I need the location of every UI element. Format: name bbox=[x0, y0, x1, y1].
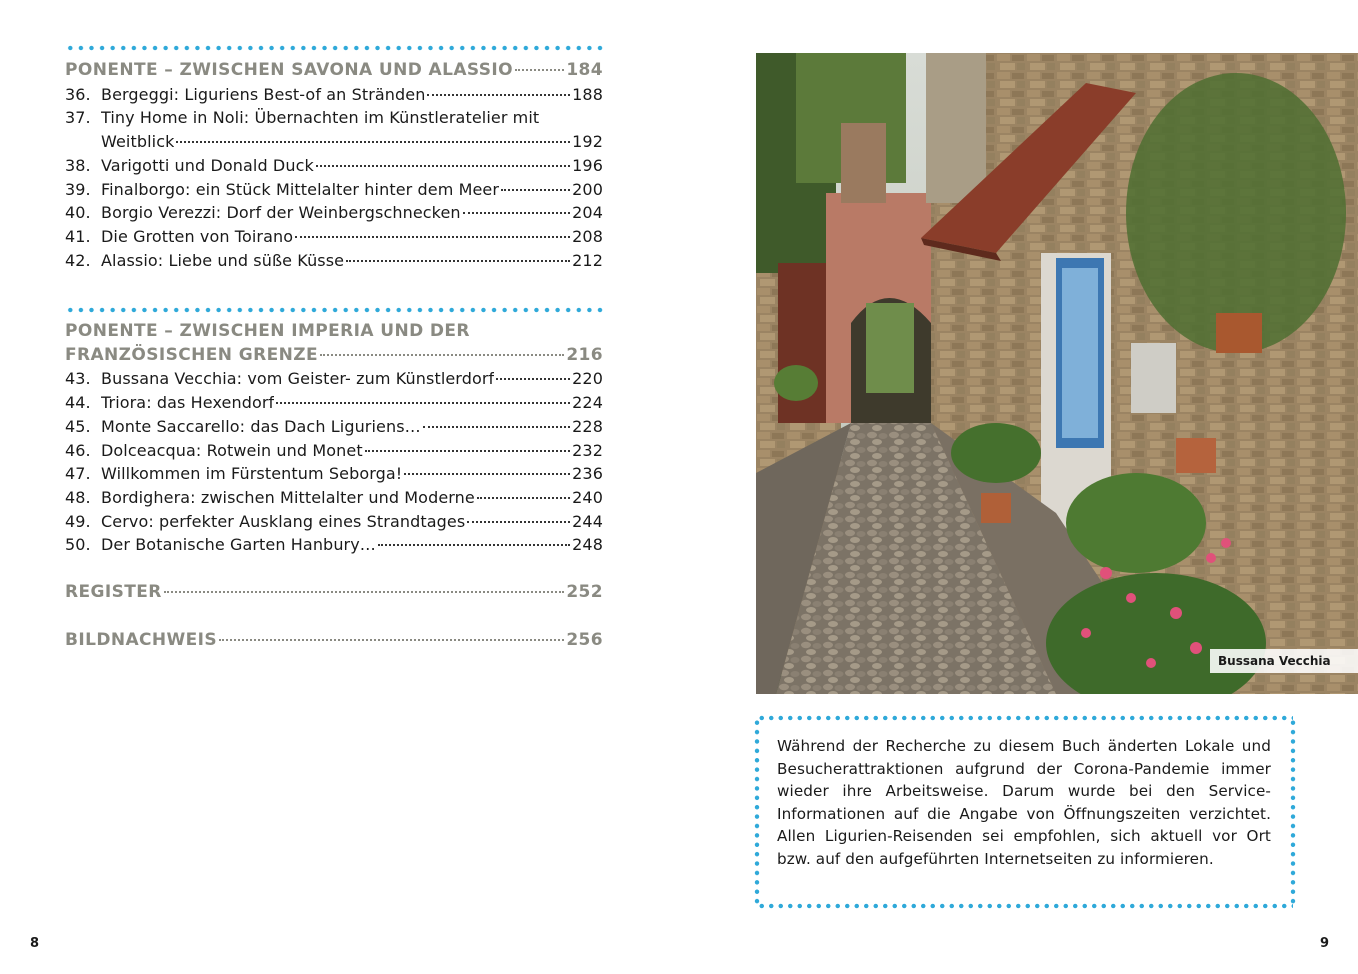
section-divider-1 bbox=[65, 45, 605, 51]
leader-dots bbox=[219, 639, 564, 641]
village-alley-photo bbox=[756, 53, 1358, 694]
toc-entry-page: 232 bbox=[572, 440, 603, 460]
leader-dots bbox=[346, 260, 570, 262]
toc-section-savona-alassio bbox=[65, 59, 603, 272]
toc-entry-page: 224 bbox=[572, 393, 603, 413]
page-number-left: 8 bbox=[30, 936, 40, 951]
leader-dots bbox=[176, 141, 570, 143]
toc-entry-title-cont: Weitblick bbox=[101, 132, 175, 152]
toc-entry-title: Bussana Vecchia: vom Geister- zum Künstlerdorf bbox=[101, 369, 495, 389]
leader-dots bbox=[463, 212, 571, 214]
toc-entry-number: 50. bbox=[65, 535, 91, 555]
toc-entry-number: 45. bbox=[65, 416, 91, 436]
toc-section-heading-line1[interactable]: PONENTE – ZWISCHEN IMPERIA UND DER bbox=[65, 321, 470, 341]
box-border-left bbox=[754, 718, 760, 906]
toc-entry-number: 36. bbox=[65, 84, 91, 104]
toc-entry[interactable] bbox=[65, 439, 603, 463]
toc-entry-title: Borgio Verezzi: Dorf der Weinbergschnecken bbox=[101, 203, 461, 223]
toc-section-imperia-grenze bbox=[65, 320, 603, 557]
toc-entry-line1[interactable] bbox=[65, 106, 603, 130]
leader-dots bbox=[423, 426, 570, 428]
toc-entry-number: 47. bbox=[65, 464, 91, 484]
page-number-right: 9 bbox=[1320, 936, 1330, 951]
toc-entry-number: 43. bbox=[65, 369, 91, 389]
toc-entry-title: Finalborgo: ein Stück Mittelalter hinter dem Meer bbox=[101, 179, 500, 199]
toc-entry[interactable] bbox=[65, 83, 603, 107]
photo-caption: Bussana Vecchia bbox=[1210, 649, 1358, 673]
toc-entry[interactable] bbox=[65, 178, 603, 202]
box-border-top bbox=[757, 715, 1293, 721]
toc-entry[interactable] bbox=[65, 533, 603, 557]
leader-dots bbox=[276, 402, 570, 404]
toc-entry-page: 236 bbox=[572, 464, 603, 484]
toc-entry[interactable] bbox=[65, 154, 603, 178]
toc-entry-number: 44. bbox=[65, 393, 91, 413]
toc-entry[interactable] bbox=[65, 391, 603, 415]
toc-entry-page: 188 bbox=[572, 84, 603, 104]
toc-entry-page: 228 bbox=[572, 416, 603, 436]
toc-bildnachweis bbox=[65, 629, 603, 653]
toc-entry-title: Bergeggi: Liguriens Best-of an Stränden bbox=[101, 84, 426, 104]
toc-entry-page: 240 bbox=[572, 487, 603, 507]
toc-register-entry[interactable]: REGISTER 252 bbox=[65, 582, 603, 602]
toc-entry-title: Monte Saccarello: das Dach Liguriens… bbox=[101, 416, 421, 436]
toc-entry[interactable] bbox=[65, 486, 603, 510]
toc-entry-page: 248 bbox=[572, 535, 603, 555]
toc-entry-page: 204 bbox=[572, 203, 603, 223]
toc-bildnachweis-entry[interactable]: BILDNACHWEIS 256 bbox=[65, 630, 603, 650]
toc-entry-page: 200 bbox=[572, 179, 603, 199]
toc-entry-title: Alassio: Liebe und süße Küsse bbox=[101, 250, 345, 270]
toc-entry-number: 38. bbox=[65, 155, 91, 175]
leader-dots bbox=[515, 69, 564, 71]
leader-dots bbox=[477, 497, 570, 499]
leader-dots bbox=[316, 165, 570, 167]
corona-note-box bbox=[757, 718, 1293, 906]
corona-note-text: Während der Recherche zu diesem Buch änderten Lokale und Besucherattraktionen aufgrund der Corona-Pandemie immer wieder ihre Arbeitsweise. Darum wurde bei den Service-Informationen auf die Angabe von Öffnungszeiten verzichtet. Allen Ligurien-Reisenden sei empfohlen, sich aktuell vor Ort bzw. auf den aufgeführten Internetseiten zu informieren. bbox=[777, 737, 1271, 868]
toc-entry-page: 208 bbox=[572, 226, 603, 246]
toc-entry-number: 39. bbox=[65, 179, 91, 199]
leader-dots bbox=[164, 591, 565, 593]
toc-entry-page: 220 bbox=[572, 369, 603, 389]
leader-dots bbox=[404, 473, 570, 475]
toc-entry-number: 46. bbox=[65, 440, 91, 460]
toc-entry-title: Triora: das Hexendorf bbox=[101, 393, 275, 413]
toc-entry[interactable] bbox=[65, 510, 603, 534]
toc-entry-number: 41. bbox=[65, 226, 91, 246]
leader-dots bbox=[427, 94, 570, 96]
section-divider-2 bbox=[65, 307, 605, 313]
toc-entry[interactable] bbox=[65, 415, 603, 439]
toc-section-heading[interactable]: PONENTE – ZWISCHEN SAVONA UND ALASSIO 184 bbox=[65, 60, 603, 80]
toc-section-heading-line2[interactable]: FRANZÖSISCHEN GRENZE 216 bbox=[65, 344, 603, 365]
toc-entry-title: Varigotti und Donald Duck bbox=[101, 155, 314, 175]
toc-entry[interactable] bbox=[65, 201, 603, 225]
toc-entry[interactable] bbox=[65, 367, 603, 391]
toc-entry-title: Der Botanische Garten Hanbury… bbox=[101, 535, 376, 555]
toc-register bbox=[65, 581, 603, 605]
toc-entry[interactable] bbox=[65, 462, 603, 486]
toc-entry-page: 244 bbox=[572, 511, 603, 531]
toc-entry-page: 196 bbox=[572, 155, 603, 175]
toc-entry-page: 212 bbox=[572, 250, 603, 270]
leader-dots bbox=[378, 544, 570, 546]
toc-entry-title: Tiny Home in Noli: Übernachten im Künstleratelier mit bbox=[101, 108, 540, 128]
leader-dots bbox=[496, 378, 570, 380]
toc-entry[interactable] bbox=[65, 225, 603, 249]
toc-entry-title: Willkommen im Fürstentum Seborga! bbox=[101, 464, 403, 484]
box-border-bottom bbox=[757, 903, 1293, 909]
leader-dots bbox=[467, 521, 570, 523]
toc-entry-number: 37. bbox=[65, 108, 91, 128]
toc-entry[interactable] bbox=[65, 249, 603, 273]
toc-entry-title: Cervo: perfekter Ausklang eines Strandtages bbox=[101, 511, 466, 531]
toc-entry-page: 192 bbox=[572, 132, 603, 152]
leader-dots bbox=[320, 354, 564, 356]
toc-entry-title: Dolceacqua: Rotwein und Monet bbox=[101, 440, 363, 460]
toc-entry-title: Die Grotten von Toirano bbox=[101, 226, 294, 246]
box-border-right bbox=[1290, 718, 1296, 906]
toc-entry-number: 49. bbox=[65, 511, 91, 531]
leader-dots bbox=[365, 450, 570, 452]
toc-entry-number: 40. bbox=[65, 203, 91, 223]
leader-dots bbox=[501, 189, 570, 191]
toc-entry[interactable] bbox=[65, 130, 603, 154]
toc-entry-number: 48. bbox=[65, 487, 91, 507]
leader-dots bbox=[295, 236, 570, 238]
toc-entry-number: 42. bbox=[65, 250, 91, 270]
toc-entry-title: Bordighera: zwischen Mittelalter und Moderne bbox=[101, 487, 475, 507]
